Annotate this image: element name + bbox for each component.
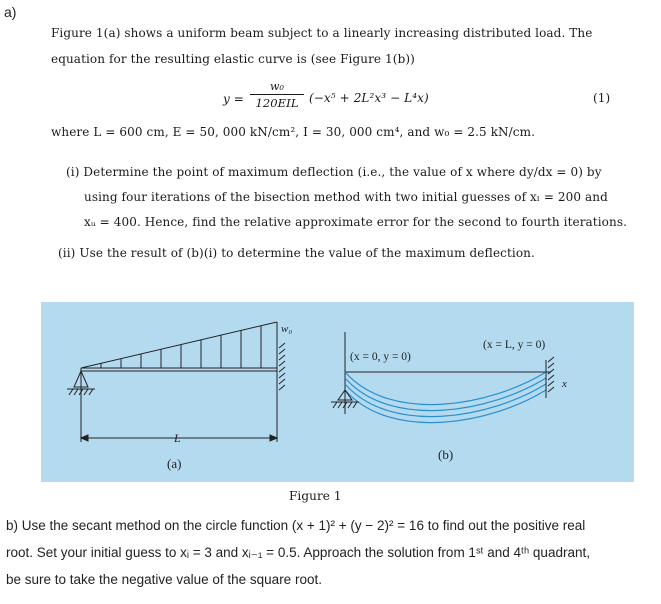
label-a: (a) [167, 456, 182, 471]
figure-1-panel [41, 302, 634, 482]
label-b: (b) [438, 447, 454, 462]
label-left-boundary: (x = 0, y = 0) [350, 351, 411, 363]
equation-numerator: w₀ [269, 80, 285, 93]
label-w0: w₀ [281, 323, 293, 335]
figure-caption: Figure 1 [289, 489, 342, 503]
equation-fraction [250, 80, 304, 110]
label-x-axis: x [562, 378, 567, 390]
intro-line-2: equation for the resulting elastic curve is (see Figure 1(b)) [51, 52, 415, 66]
equation-number: (1) [593, 91, 611, 105]
question-i-line-3: xᵤ = 400. Hence, find the relative approximate error for the second to fourth iterations. [84, 215, 627, 229]
equation-rhs: (−x⁵ + 2L²x³ − L⁴x) [309, 91, 429, 105]
part-b-line-2: root. Set your initial guess to xᵢ = 3 and xᵢ₋₁ = 0.5. Approach the solution from 1ˢᵗ and 4ᵗʰ quadrant, [6, 545, 590, 560]
figure-background [41, 302, 634, 482]
question-i-line-1: (i) Determine the point of maximum deflection (i.e., the value of x where dy/dx = 0) by [66, 165, 602, 179]
equation-denominator: 120EIL [255, 96, 299, 110]
where-line: where L = 600 cm, E = 50, 000 kN/cm², I = 30, 000 cm⁴, and w₀ = 2.5 kN/cm. [51, 125, 536, 139]
label-L: L [174, 431, 181, 445]
equation-lhs: y = [223, 92, 244, 106]
question-ii-line: (ii) Use the result of (b)(i) to determine the value of the maximum deflection. [58, 246, 535, 260]
part-a-label: a) [4, 4, 17, 20]
part-b-line-1: b) Use the secant method on the circle function (x + 1)² + (y − 2)² = 16 to find out the positive real [6, 518, 586, 533]
part-b-line-3: be sure to take the negative value of the square root. [6, 572, 322, 587]
question-i-line-2: using four iterations of the bisection method with two initial guesses of xₗ = 200 and [84, 190, 608, 204]
label-right-boundary: (x = L, y = 0) [483, 339, 546, 351]
intro-line-1: Figure 1(a) shows a uniform beam subject to a linearly increasing distributed load. The [51, 26, 593, 40]
